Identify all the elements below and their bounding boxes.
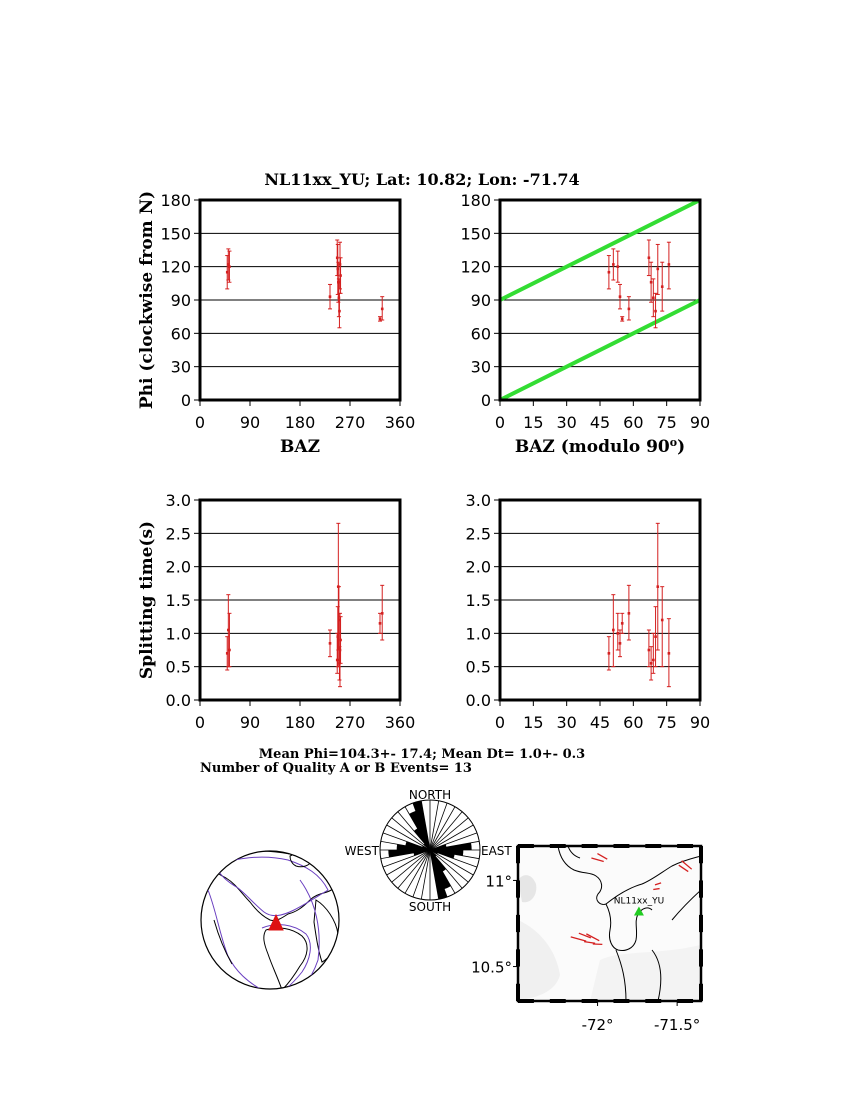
x-tick-label: 90 xyxy=(239,413,261,432)
y-tick-label: 3.0 xyxy=(465,491,491,510)
y-tick-label: 90 xyxy=(170,291,191,310)
y-tick-label: 2.5 xyxy=(465,524,491,544)
data-point-marker xyxy=(379,622,382,625)
data-point xyxy=(651,633,655,673)
data-point-marker xyxy=(650,662,653,665)
data-point xyxy=(656,244,660,294)
data-point-marker xyxy=(650,281,653,284)
data-point-marker xyxy=(339,639,342,642)
x-tick-label: 0 xyxy=(194,713,206,732)
data-point-marker xyxy=(612,629,615,632)
rose-spokes xyxy=(380,800,480,900)
y-tick-label: 30 xyxy=(470,357,491,377)
data-point-marker xyxy=(661,285,664,288)
data-point-marker xyxy=(668,263,671,266)
x-tick-label: 360 xyxy=(384,413,416,432)
figure-title: NL11xx_YU; Lat: 10.82; Lon: -71.74 xyxy=(264,170,580,189)
y-tick-label: 180 xyxy=(160,191,191,210)
data-point xyxy=(649,647,653,680)
phi-baz-mod90-panel xyxy=(460,191,710,457)
y-tick-label: 2.5 xyxy=(165,524,191,544)
data-point-marker xyxy=(608,652,611,655)
data-point-marker xyxy=(661,619,664,622)
fast-axis-reference-line xyxy=(500,300,700,400)
x-tick-label: 60 xyxy=(623,413,644,432)
dt-mod90-grid xyxy=(500,533,700,666)
data-point xyxy=(607,637,611,670)
data-point-marker xyxy=(338,310,341,313)
x-tick-label: 75 xyxy=(656,713,677,732)
rose-diagram xyxy=(345,788,513,914)
data-point xyxy=(328,284,332,308)
data-point-marker xyxy=(381,612,384,615)
phi-baz-panel xyxy=(137,191,415,457)
x-tick-label: 15 xyxy=(523,713,544,732)
data-point-marker xyxy=(608,271,611,274)
dt-baz-ticks xyxy=(166,491,416,732)
data-point-marker xyxy=(652,659,655,662)
data-point-marker xyxy=(656,585,659,588)
y-tick-label: 0.5 xyxy=(165,657,191,677)
dt-baz-marks xyxy=(225,523,384,686)
data-point xyxy=(378,613,382,633)
data-point xyxy=(667,619,671,687)
phi-baz-xlabel: BAZ xyxy=(280,437,320,457)
y-tick-label: 2.0 xyxy=(165,557,191,577)
data-point xyxy=(618,284,622,308)
phi-baz-grid xyxy=(200,233,400,366)
globe-inset xyxy=(201,851,339,998)
y-tick-label: 1.5 xyxy=(165,591,191,610)
data-point xyxy=(649,262,653,302)
data-point-marker xyxy=(628,612,631,615)
y-tick-label: 150 xyxy=(460,224,491,244)
y-tick-label: 0 xyxy=(480,391,491,410)
phi-mod90-marks xyxy=(607,240,671,328)
y-tick-label: 1.0 xyxy=(165,624,191,644)
y-tick-label: 120 xyxy=(160,257,191,277)
data-point xyxy=(627,585,631,640)
data-point xyxy=(654,607,658,667)
data-point-marker xyxy=(628,308,631,311)
y-tick-label: 3.0 xyxy=(165,491,191,510)
dt-mod90-ticks xyxy=(466,491,711,732)
regional-map xyxy=(471,846,701,1034)
y-tick-label: 0 xyxy=(180,391,191,410)
data-point-marker xyxy=(621,622,624,625)
y-tick-label: 90 xyxy=(470,291,491,310)
phi-mod90-xlabel: BAZ (modulo 90$^o$) xyxy=(514,435,686,457)
fast-axis-reference-line xyxy=(500,200,700,300)
data-point xyxy=(647,630,651,667)
x-tick-label: 45 xyxy=(589,713,611,732)
data-point-marker xyxy=(381,308,384,311)
map-station-label: NL11xx_YU xyxy=(613,896,665,907)
map-xtick-label: -72° xyxy=(581,1016,614,1034)
data-point xyxy=(380,585,384,640)
data-point xyxy=(620,317,624,321)
data-point xyxy=(667,242,671,289)
x-tick-label: 180 xyxy=(284,413,316,432)
x-tick-label: 30 xyxy=(556,713,577,732)
dt-baz-ylabel: Splitting time(s) xyxy=(137,520,157,680)
summary-count-line: Number of Quality A or B Events= 13 xyxy=(200,761,472,776)
data-point xyxy=(611,249,615,280)
data-point-marker xyxy=(656,268,659,271)
data-point-marker xyxy=(612,263,615,266)
x-tick-label: 45 xyxy=(589,413,611,432)
data-point xyxy=(607,256,611,289)
y-tick-label: 0.5 xyxy=(465,657,491,677)
phi-mod90-grid xyxy=(500,233,700,366)
data-point xyxy=(656,523,660,650)
y-tick-label: 60 xyxy=(170,324,191,344)
rose-label-west: WEST xyxy=(344,844,379,858)
y-tick-label: 0.0 xyxy=(165,691,191,710)
map-xtick-label: -71.5° xyxy=(653,1016,701,1034)
data-point-marker xyxy=(621,318,624,321)
x-tick-label: 30 xyxy=(556,413,577,432)
rose-label-south: SOUTH xyxy=(408,900,452,914)
y-tick-label: 1.0 xyxy=(465,624,491,644)
x-tick-label: 360 xyxy=(384,713,416,732)
data-point-marker xyxy=(616,265,619,268)
data-point xyxy=(647,240,651,276)
x-tick-label: 90 xyxy=(239,713,261,732)
y-tick-label: 150 xyxy=(160,224,191,244)
data-point-marker xyxy=(619,642,622,645)
data-point-marker xyxy=(654,310,657,313)
data-point-marker xyxy=(648,649,651,652)
data-point-marker xyxy=(619,295,622,298)
x-tick-label: 270 xyxy=(334,413,366,432)
summary-mean-line: Mean Phi=104.3+- 17.4; Mean Dt= 1.0+- 0.3 xyxy=(258,747,586,762)
x-tick-label: 180 xyxy=(284,713,316,732)
y-tick-label: 0.0 xyxy=(465,691,491,710)
map-ytick-label: 11° xyxy=(485,872,512,891)
data-point-marker xyxy=(668,652,671,655)
x-tick-label: 75 xyxy=(656,413,677,432)
y-tick-label: 60 xyxy=(470,324,491,344)
y-tick-label: 1.5 xyxy=(465,591,491,610)
x-tick-label: 60 xyxy=(623,713,644,732)
x-tick-label: 0 xyxy=(494,413,506,432)
dt-baz-panel xyxy=(137,491,415,732)
y-tick-label: 2.0 xyxy=(465,557,491,577)
data-point xyxy=(660,262,664,311)
data-point-marker xyxy=(652,296,655,299)
dt-baz-grid xyxy=(200,533,400,666)
phi-baz-ylabel: Phi (clockwise from N) xyxy=(137,190,157,410)
x-tick-label: 15 xyxy=(523,413,544,432)
data-point xyxy=(660,587,664,667)
x-tick-label: 270 xyxy=(334,713,366,732)
x-tick-label: 0 xyxy=(194,413,206,432)
data-point xyxy=(328,630,332,657)
data-point-marker xyxy=(339,274,342,277)
map-ytick-label: 10.5° xyxy=(471,958,512,977)
data-point-marker xyxy=(654,635,657,638)
data-point-marker xyxy=(329,642,332,645)
dt-baz-mod90-panel xyxy=(466,491,711,732)
phi-baz-marks xyxy=(225,240,384,328)
data-point xyxy=(611,595,615,667)
data-point-marker xyxy=(228,265,231,268)
y-tick-label: 180 xyxy=(460,191,491,210)
x-tick-label: 90 xyxy=(689,413,711,432)
y-tick-label: 120 xyxy=(460,257,491,277)
dt-mod90-marks xyxy=(607,523,671,686)
data-point-marker xyxy=(648,256,651,259)
data-point-marker xyxy=(228,649,231,652)
rose-label-north: NORTH xyxy=(408,788,452,802)
rose-label-east: EAST xyxy=(481,844,512,858)
data-point-marker xyxy=(329,295,332,298)
y-tick-label: 30 xyxy=(170,357,191,377)
x-tick-label: 90 xyxy=(689,713,711,732)
x-tick-label: 0 xyxy=(494,713,506,732)
data-point-marker xyxy=(616,632,619,635)
